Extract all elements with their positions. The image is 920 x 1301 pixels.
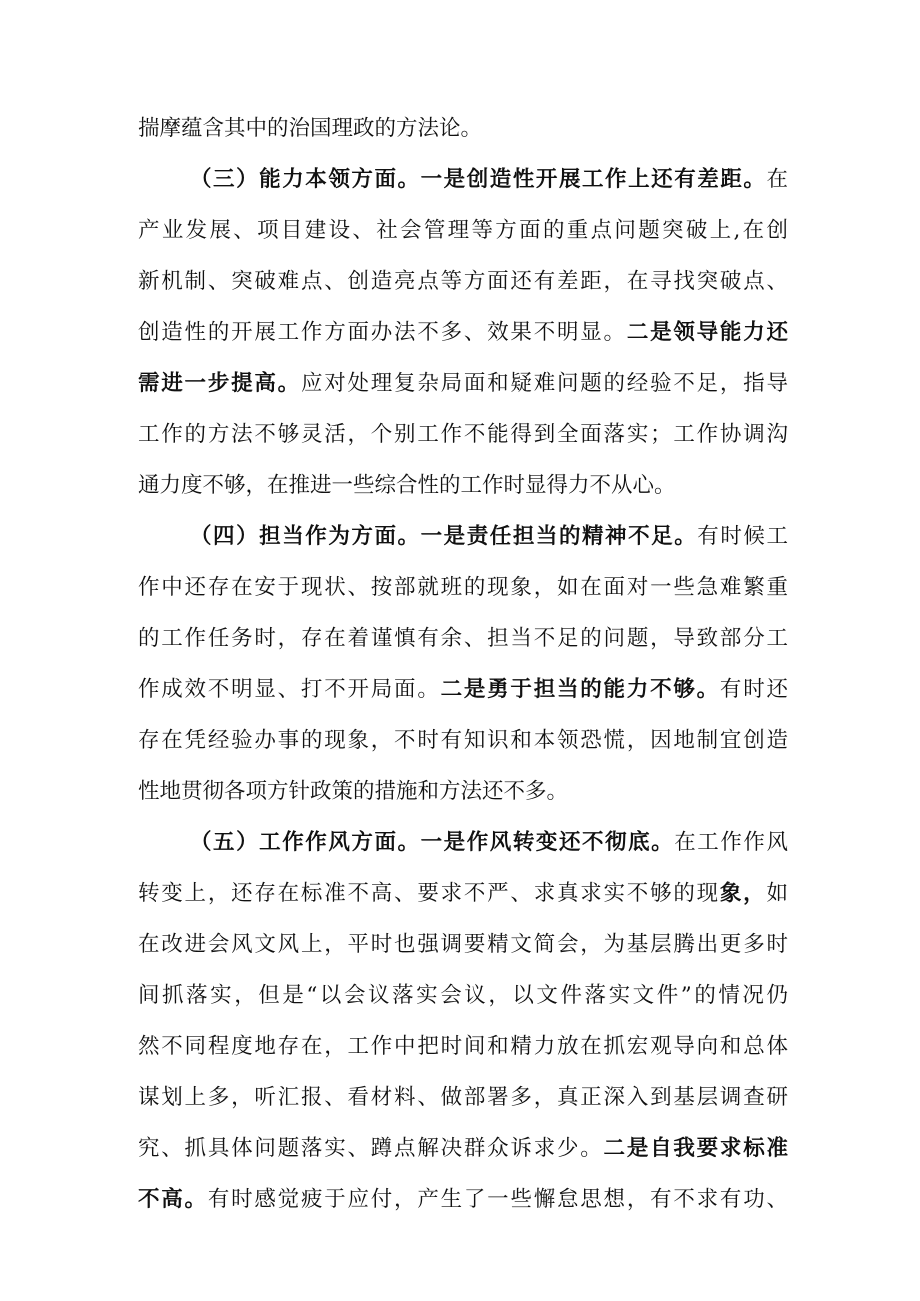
section-5-heading-line: （五）工作作风方面。一是作风转变还不彻底。在工作作风: [190, 830, 788, 855]
text-line: 然不同程度地存在，工作中把时间和精力放在抓宏观导向和总体: [138, 1034, 788, 1059]
text-line: 需进一步提高。应对处理复杂局面和疑难问题的经验不足，指导: [138, 371, 788, 396]
text-line: 揣摩蕴含其中的治国理政的方法论。: [138, 116, 483, 141]
text-line: 作成效不明显、打不开局面。二是勇于担当的能力不够。有时还: [138, 677, 788, 702]
text-line: 在改进会风文风上，平时也强调要精文简会，为基层腾出更多时: [138, 932, 788, 957]
text-line: 产业发展、项目建设、社会管理等方面的重点问题突破上,在创: [138, 218, 788, 243]
text-line: 不高。有时感觉疲于应付，产生了一些懈怠思想，有不求有功、: [138, 1187, 788, 1212]
text-line: 谋划上多，听汇报、看材料、做部署多，真正深入到基层调查研: [138, 1085, 788, 1110]
text-line: 工作的方法不够灵活，个别工作不能得到全面落实；工作协调沟: [138, 422, 788, 447]
text-line: 存在凭经验办事的现象，不时有知识和本领恐慌，因地制宜创造: [138, 728, 788, 753]
section-4-heading-line: （四）担当作为方面。一是责任担当的精神不足。有时候工: [190, 524, 788, 549]
text-line: 的工作任务时，存在着谨慎有余、担当不足的问题，导致部分工: [138, 626, 788, 651]
text-line: 间抓落实，但是“以会议落实会议，以文件落实文件”的情况仍: [138, 983, 788, 1008]
text-line: 究、抓具体问题落实、蹲点解决群众诉求少。二是自我要求标准: [138, 1136, 788, 1161]
text-line: 作中还存在安于现状、按部就班的现象，如在面对一些急难繁重: [138, 575, 788, 600]
text-line: 转变上，还存在标准不高、要求不严、求真求实不够的现象，如: [138, 881, 788, 906]
text-line: 性地贯彻各项方针政策的措施和方法还不多。: [138, 779, 569, 804]
text-line: 新机制、突破难点、创造亮点等方面还有差距，在寻找突破点、: [138, 269, 788, 294]
section-3-heading-line: （三）能力本领方面。一是创造性开展工作上还有差距。在: [190, 167, 788, 192]
text-line: 通力度不够，在推进一些综合性的工作时显得力不从心。: [138, 473, 676, 498]
text-line: 创造性的开展工作方面办法不多、效果不明显。二是领导能力还: [138, 320, 788, 345]
